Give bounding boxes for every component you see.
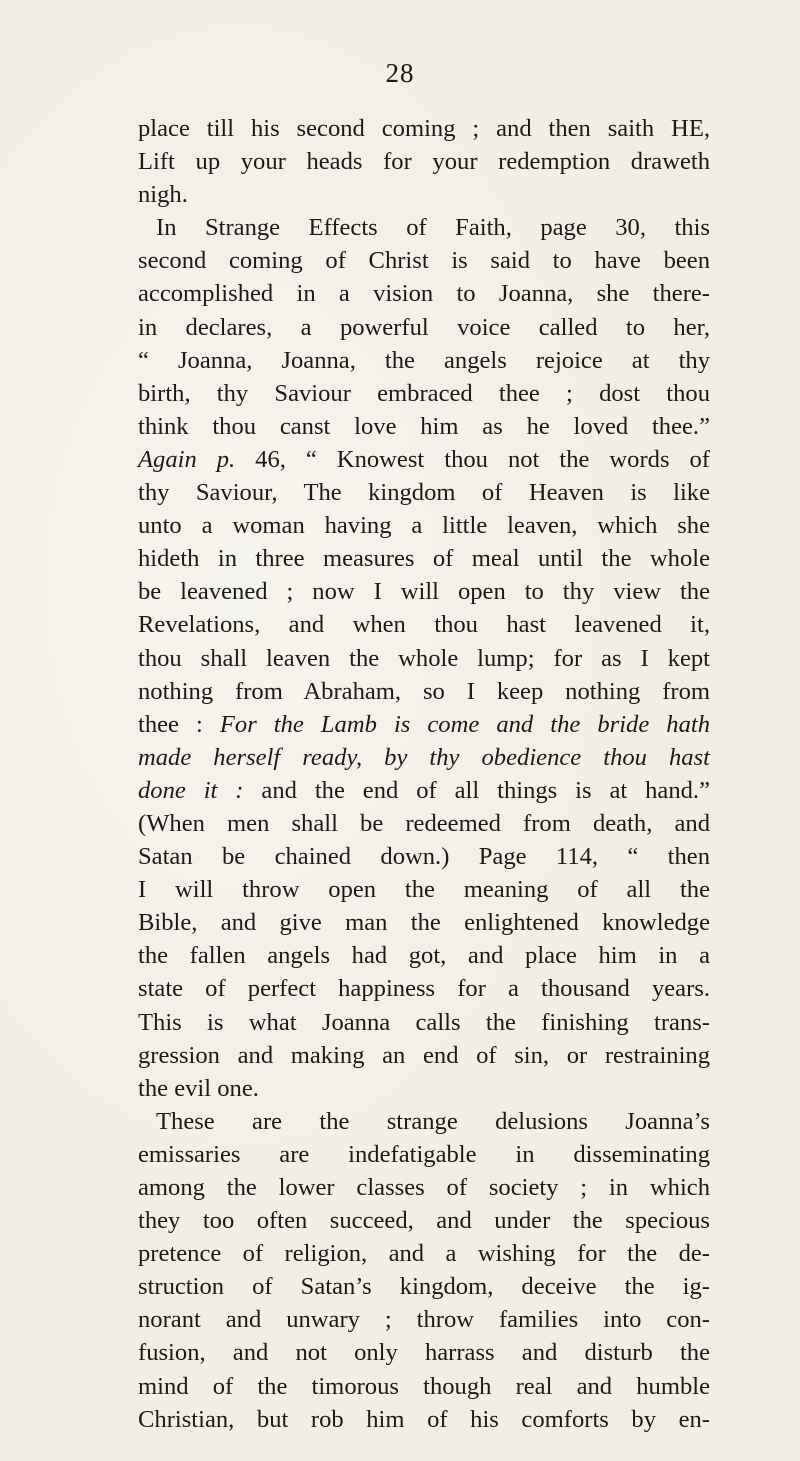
text-segment: the fallen angels had got, and place him in a: [138, 942, 710, 970]
text-line: [138, 807, 710, 840]
text-line: [138, 972, 710, 1005]
text-segment: (When men shall be redeemed from death, and: [138, 809, 710, 837]
text-line: [138, 774, 710, 807]
text-line: [138, 542, 710, 575]
text-segment: struction of Satan’s kingdom, deceive the ig-: [138, 1273, 710, 1301]
text-segment: thee :: [138, 710, 220, 738]
text-segment: mind of the timorous though real and humble: [138, 1372, 710, 1400]
text-segment: “ Joanna, Joanna, the angels rejoice at thy: [138, 346, 710, 374]
text-segment: nigh.: [138, 181, 188, 209]
text-line: [138, 1370, 710, 1403]
text-segment: Satan be chained down.) Page 114, “ then: [138, 843, 710, 871]
text-segment: Bible, and give man the enlightened knowledge: [138, 909, 710, 937]
text-segment: place till his second coming ; and then saith HE,: [138, 115, 710, 142]
text-line: [138, 1403, 710, 1436]
text-line: [138, 575, 710, 608]
text-segment: pretence of religion, and a wishing for the de-: [138, 1240, 710, 1268]
text-segment: accomplished in a vision to Joanna, she there-: [138, 280, 710, 308]
text-segment: norant and unwary ; throw families into con-: [138, 1306, 710, 1334]
text-line: [138, 344, 710, 377]
text-line: [138, 443, 710, 476]
text-segment: think thou canst love him as he loved thee.”: [138, 412, 710, 440]
text-line: [138, 1270, 710, 1303]
text-segment: thou shall leaven the whole lump; for as I kept: [138, 644, 710, 672]
text-segment: state of perfect happiness for a thousand years.: [138, 975, 710, 1003]
text-line: [138, 608, 710, 641]
text-segment: Revelations, and when thou hast leavened it,: [138, 611, 710, 639]
text-segment: and the end of all things is at hand.”: [243, 776, 710, 804]
text-segment: Christian, but rob him of his comforts by en-: [138, 1405, 710, 1433]
text-line: [138, 410, 710, 443]
text-segment: birth, thy Saviour embraced thee ; dost thou: [138, 379, 710, 407]
text-line: [138, 939, 710, 972]
text-line: [138, 244, 710, 277]
text-line: [138, 509, 710, 542]
text-segment: be leavened ; now I will open to thy view the: [138, 578, 710, 606]
italic-text: done it :: [138, 776, 244, 804]
text-line: [138, 741, 710, 774]
text-segment: I will throw open the meaning of all the: [138, 876, 710, 904]
text-line: [138, 675, 710, 708]
text-segment: This is what Joanna calls the finishing trans-: [138, 1008, 710, 1036]
text-segment: These are the strange delusions Joanna’s: [156, 1107, 710, 1135]
text-segment: they too often succeed, and under the specious: [138, 1207, 710, 1235]
page-number: 28: [385, 58, 415, 88]
text-segment: unto a woman having a little leaven, which she: [138, 512, 710, 540]
italic-text: made herself ready, by thy obedience thou hast: [138, 743, 710, 771]
text-line: [138, 1171, 710, 1204]
text-line: [138, 1204, 710, 1237]
text-segment: second coming of Christ is said to have been: [138, 247, 710, 275]
text-line: [138, 211, 710, 244]
text-segment: fusion, and not only harrass and disturb the: [138, 1339, 710, 1367]
text-line: [138, 277, 710, 310]
text-line: [138, 1237, 710, 1270]
text-segment: In Strange Effects of Faith, page 30, this: [156, 214, 710, 242]
text-segment: nothing from Abraham, so I keep nothing from: [138, 677, 710, 705]
text-segment: in declares, a powerful voice called to her,: [138, 313, 710, 341]
text-segment: the evil one.: [138, 1074, 259, 1102]
text-segment: thy Saviour, The kingdom of Heaven is like: [138, 479, 710, 507]
text-line: [138, 178, 710, 211]
text-line: [138, 708, 710, 741]
text-line: [138, 1072, 710, 1105]
text-line: [138, 873, 710, 906]
text-line: [138, 476, 710, 509]
text-line: [138, 1105, 710, 1138]
text-line: [138, 377, 710, 410]
text-line: [138, 112, 710, 145]
text-segment: Lift up your heads for your redemption draweth: [138, 148, 710, 176]
italic-text: For the Lamb is come and the bride hath: [219, 710, 710, 738]
text-line: [138, 1336, 710, 1369]
text-line: [138, 840, 710, 873]
text-line: [138, 1303, 710, 1336]
italic-text: Again p.: [138, 445, 236, 473]
text-line: [138, 906, 710, 939]
text-line: [138, 1039, 710, 1072]
text-line: [138, 145, 710, 178]
text-line: [138, 642, 710, 675]
text-segment: gression and making an end of sin, or restraining: [138, 1041, 710, 1069]
text-segment: 46, “ Knowest thou not the words of: [235, 445, 710, 473]
text-line: [138, 1138, 710, 1171]
text-segment: emissaries are indefatigable in disseminating: [138, 1140, 710, 1168]
text-line: [138, 1006, 710, 1039]
text-segment: among the lower classes of society ; in which: [138, 1174, 710, 1201]
text-segment: hideth in three measures of meal until the whole: [138, 545, 710, 573]
body-text: [138, 112, 710, 1436]
text-line: [138, 311, 710, 344]
